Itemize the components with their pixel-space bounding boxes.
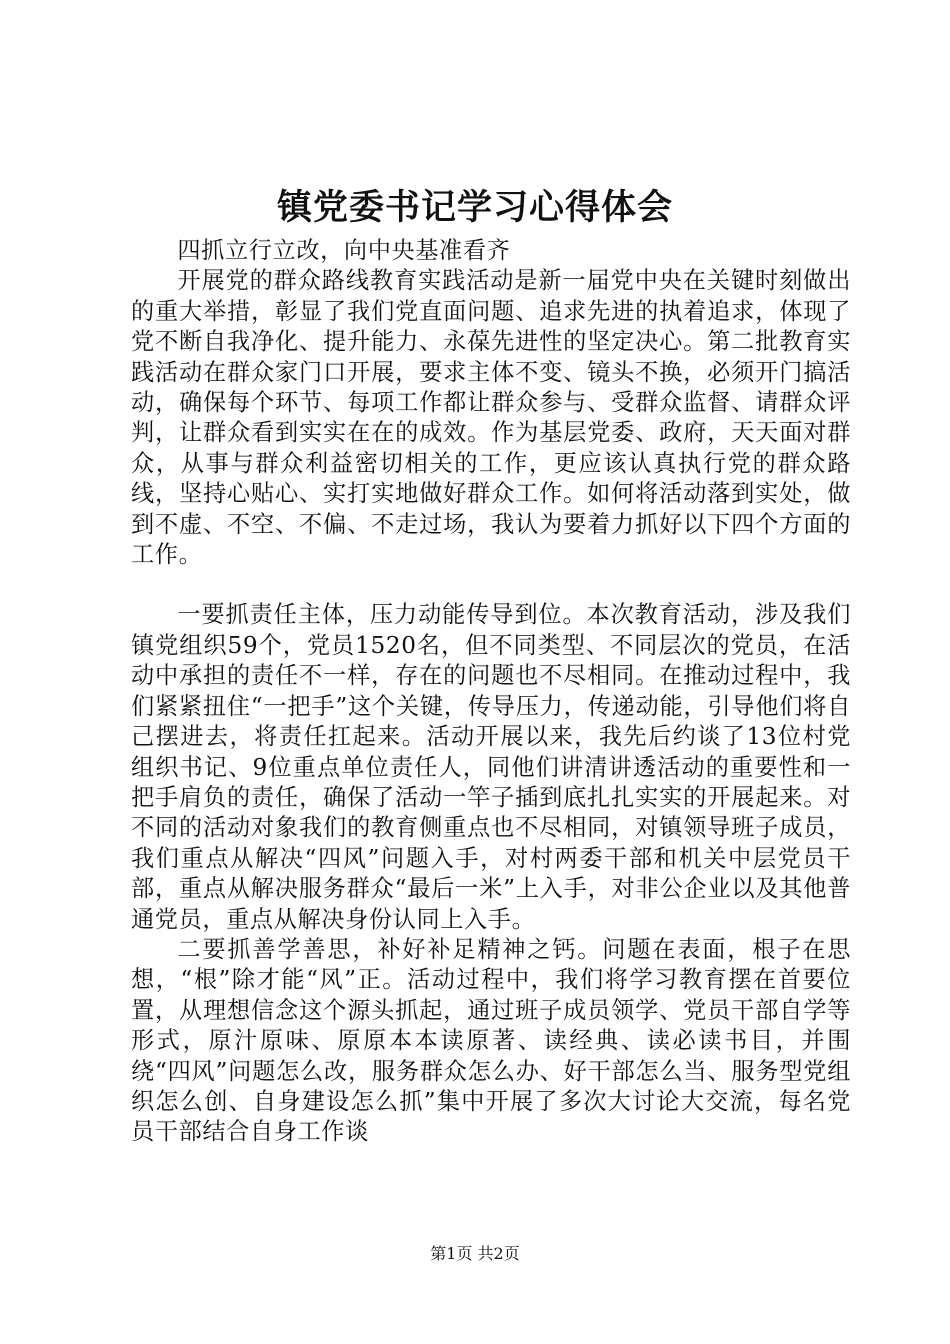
paragraph-subheading: 四抓立行立改，向中央基准看齐 <box>177 237 511 264</box>
paragraph-intro: 开展党的群众路线教育实践活动是新一届党中央在关键时刻做出的重大举措，彰显了我们党直面问题、追求先进的执着追求，体现了党不断自我净化、提升能力、永葆先进性的坚定决心。第二批教育实践活动在群众家门口开展，要求主体不变、镜头不换，必须开门搞活动，确保每个环节、每项工作都让群众参与、受群众监督、请群众评判，让群众看到实实在在的成效。作为基层党委、政府，天天面对群众，从事与群众利益密切相关的工作，更应该认真执行党的群众路线，坚持心贴心、实打实地做好群众工作。如何将活动落到实处，做到不虚、不空、不偏、不走过场，我认为要着力抓好以下四个方面的工作。 <box>131 267 851 569</box>
page-footer: 第1页 共2页 <box>430 1244 520 1263</box>
paragraph-point-one: 一要抓责任主体，压力动能传导到位。本次教育活动，涉及我们镇党组织59个，党员1520名，但不同类型、不同层次的党员，在活动中承担的责任不一样，存在的问题也不尽相同。在推动过程中，我们紧紧扭住“一把手”这个关键，传导压力，传递动能，引导他们将自己摆进去，将责任扛起来。活动开展以来，我先后约谈了13位村党组织书记、9位重点单位责任人，同他们讲清讲透活动的重要性和一把手肩负的责任，确保了活动一竿子插到底扎扎实实的开展起来。对不同的活动对象我们的教育侧重点也不尽相同，对镇领导班子成员，我们重点从解决“四风”问题入手，对村两委干部和机关中层党员干部，重点从解决服务群众“最后一米”上入手，对非公企业以及其他普通党员，重点从解决身份认同上入手。 <box>131 601 851 933</box>
paragraph-point-two: 二要抓善学善思，补好补足精神之钙。问题在表面，根子在思想，“根”除才能“风”正。活动过程中，我们将学习教育摆在首要位置，从理想信念这个源头抓起，通过班子成员领学、党员干部自学等形式，原汁原味、原原本本读原著、读经典、读必读书目，并围绕“四风”问题怎么改，服务群众怎么办、好干部怎么当、服务型党组织怎么创、自身建设怎么抓”集中开展了多次大讨论大交流，每名党员干部结合自身工作谈 <box>131 935 851 1146</box>
document-title: 镇党委书记学习心得体会 <box>276 187 673 228</box>
document-body <box>131 236 851 1148</box>
